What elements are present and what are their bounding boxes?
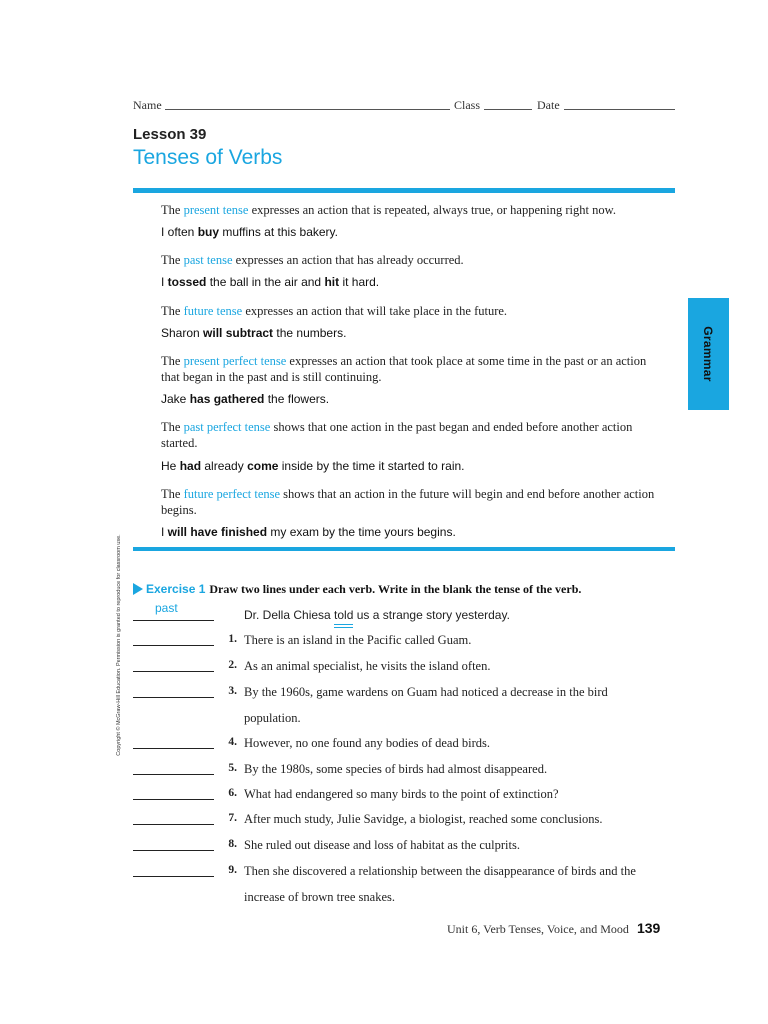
sample-verb: told bbox=[334, 608, 353, 622]
student-info-line bbox=[133, 98, 675, 114]
item-number: 9. bbox=[228, 864, 237, 876]
page-footer bbox=[447, 920, 660, 937]
exercise-item bbox=[133, 787, 678, 807]
verb-highlight: has gathered bbox=[189, 392, 265, 406]
copyright-notice: Copyright © McGraw-Hill Education. Permission is granted to reproduce for classroom use. bbox=[116, 534, 122, 756]
answer-blank[interactable] bbox=[133, 824, 214, 825]
item-number: 1. bbox=[228, 633, 237, 645]
item-number: 8. bbox=[228, 838, 237, 850]
answer-blank[interactable] bbox=[133, 774, 214, 775]
exercise-item bbox=[133, 633, 678, 653]
item-sentence: However, no one found any bodies of dead birds. bbox=[244, 736, 490, 750]
exercise-item bbox=[133, 864, 678, 884]
answer-blank[interactable] bbox=[133, 671, 214, 672]
item-sentence: What had endangered so many birds to the point of extinction? bbox=[244, 787, 559, 801]
verb-highlight: had bbox=[179, 459, 202, 473]
item-sentence: population. bbox=[244, 711, 301, 725]
example-sentence: He had already come inside by the time it started to rain. bbox=[161, 459, 465, 473]
tense-term: past perfect tense bbox=[183, 420, 271, 434]
lesson-title: Tenses of Verbs bbox=[133, 146, 283, 169]
class-blank[interactable] bbox=[484, 109, 532, 110]
item-sentence: There is an island in the Pacific called Guam. bbox=[244, 633, 472, 647]
item-sentence: By the 1960s, game wardens on Guam had noticed a decrease in the bird bbox=[244, 685, 608, 699]
answer-blank[interactable] bbox=[133, 748, 214, 749]
answer-blank[interactable] bbox=[133, 850, 214, 851]
exercise-item bbox=[133, 762, 678, 782]
date-blank[interactable] bbox=[564, 109, 675, 110]
verb-highlight: will subtract bbox=[203, 326, 274, 340]
exercise-heading bbox=[133, 582, 675, 597]
sample-answer-blank bbox=[133, 620, 214, 621]
sample-sentence bbox=[244, 608, 510, 622]
tense-term: past tense bbox=[183, 253, 233, 267]
name-label: Name bbox=[133, 98, 162, 112]
verb-highlight: tossed bbox=[167, 275, 207, 289]
item-number: 7. bbox=[228, 812, 237, 824]
item-number: 3. bbox=[228, 685, 237, 697]
sample-after: us a strange story yesterday. bbox=[353, 608, 510, 622]
grammar-tab-label: Grammar bbox=[701, 326, 715, 382]
item-number: 6. bbox=[228, 787, 237, 799]
item-sentence: increase of brown tree snakes. bbox=[244, 890, 395, 904]
answer-blank[interactable] bbox=[133, 876, 214, 877]
exercise-instruction: Draw two lines under each verb. Write in the blank the tense of the verb. bbox=[209, 582, 582, 596]
tense-term: future perfect tense bbox=[183, 487, 281, 501]
item-number: 4. bbox=[228, 736, 237, 748]
exercise-item bbox=[133, 659, 678, 679]
grammar-side-tab bbox=[688, 298, 729, 410]
name-blank[interactable] bbox=[165, 109, 450, 110]
arrow-icon bbox=[133, 583, 143, 595]
tense-term: future tense bbox=[183, 304, 243, 318]
item-sentence: Then she discovered a relationship between the disappearance of birds and the bbox=[244, 864, 636, 878]
example-sentence: I often buy muffins at this bakery. bbox=[161, 225, 338, 239]
tense-term: present tense bbox=[183, 203, 249, 217]
item-sentence: By the 1980s, some species of birds had almost disappeared. bbox=[244, 762, 548, 776]
lesson-number: Lesson 39 bbox=[133, 126, 207, 143]
definition-text: The present tense expresses an action that is repeated, always true, or happening right now. bbox=[161, 203, 616, 217]
definition-text: The past tense expresses an action that has already occurred. bbox=[161, 253, 464, 267]
item-sentence: After much study, Julie Savidge, a biologist, reached some conclusions. bbox=[244, 812, 603, 826]
verb-highlight: come bbox=[247, 459, 279, 473]
sample-answer: past bbox=[155, 601, 178, 615]
example-sentence: Jake has gathered the flowers. bbox=[161, 392, 330, 406]
definition-text: The past perfect tense shows that one action in the past began and ended before another action started. bbox=[161, 420, 633, 450]
class-label: Class bbox=[454, 98, 481, 112]
sample-row bbox=[133, 601, 678, 628]
page-number: 139 bbox=[636, 920, 661, 936]
tense-term: present perfect tense bbox=[183, 354, 287, 368]
item-sentence: She ruled out disease and loss of habitat as the culprits. bbox=[244, 838, 520, 852]
item-number: 2. bbox=[228, 659, 237, 671]
definition-text: The future tense expresses an action that will take place in the future. bbox=[161, 304, 508, 318]
bottom-divider bbox=[133, 547, 675, 551]
example-sentence: I tossed the ball in the air and hit it hard. bbox=[161, 275, 380, 289]
exercise-item-continuation bbox=[133, 711, 678, 731]
example-sentence: I will have finished my exam by the time yours begins. bbox=[161, 525, 456, 539]
exercise-item-continuation bbox=[133, 890, 678, 910]
top-divider bbox=[133, 188, 675, 193]
answer-blank[interactable] bbox=[133, 645, 214, 646]
exercise-item bbox=[133, 838, 678, 858]
exercise-item bbox=[133, 685, 678, 705]
exercise-item bbox=[133, 812, 678, 832]
example-sentence: Sharon will subtract the numbers. bbox=[161, 326, 347, 340]
definition-text: The present perfect tense expresses an action that took place at some time in the past or an action that began in the past and is still continuing. bbox=[161, 354, 647, 384]
item-number: 5. bbox=[228, 762, 237, 774]
item-sentence: As an animal specialist, he visits the island often. bbox=[244, 659, 491, 673]
unit-label: Unit 6, Verb Tenses, Voice, and Mood bbox=[447, 922, 629, 936]
exercise-label: Exercise 1 bbox=[146, 582, 206, 596]
exercise-item bbox=[133, 736, 678, 756]
sample-before: Dr. Della Chiesa bbox=[244, 608, 335, 622]
verb-highlight: hit bbox=[324, 275, 340, 289]
date-label: Date bbox=[537, 98, 560, 112]
answer-blank[interactable] bbox=[133, 799, 214, 800]
verb-highlight: will have finished bbox=[167, 525, 268, 539]
answer-blank[interactable] bbox=[133, 697, 214, 698]
definition-text: The future perfect tense shows that an action in the future will begin and end before another action begins. bbox=[161, 487, 655, 517]
verb-highlight: buy bbox=[197, 225, 220, 239]
